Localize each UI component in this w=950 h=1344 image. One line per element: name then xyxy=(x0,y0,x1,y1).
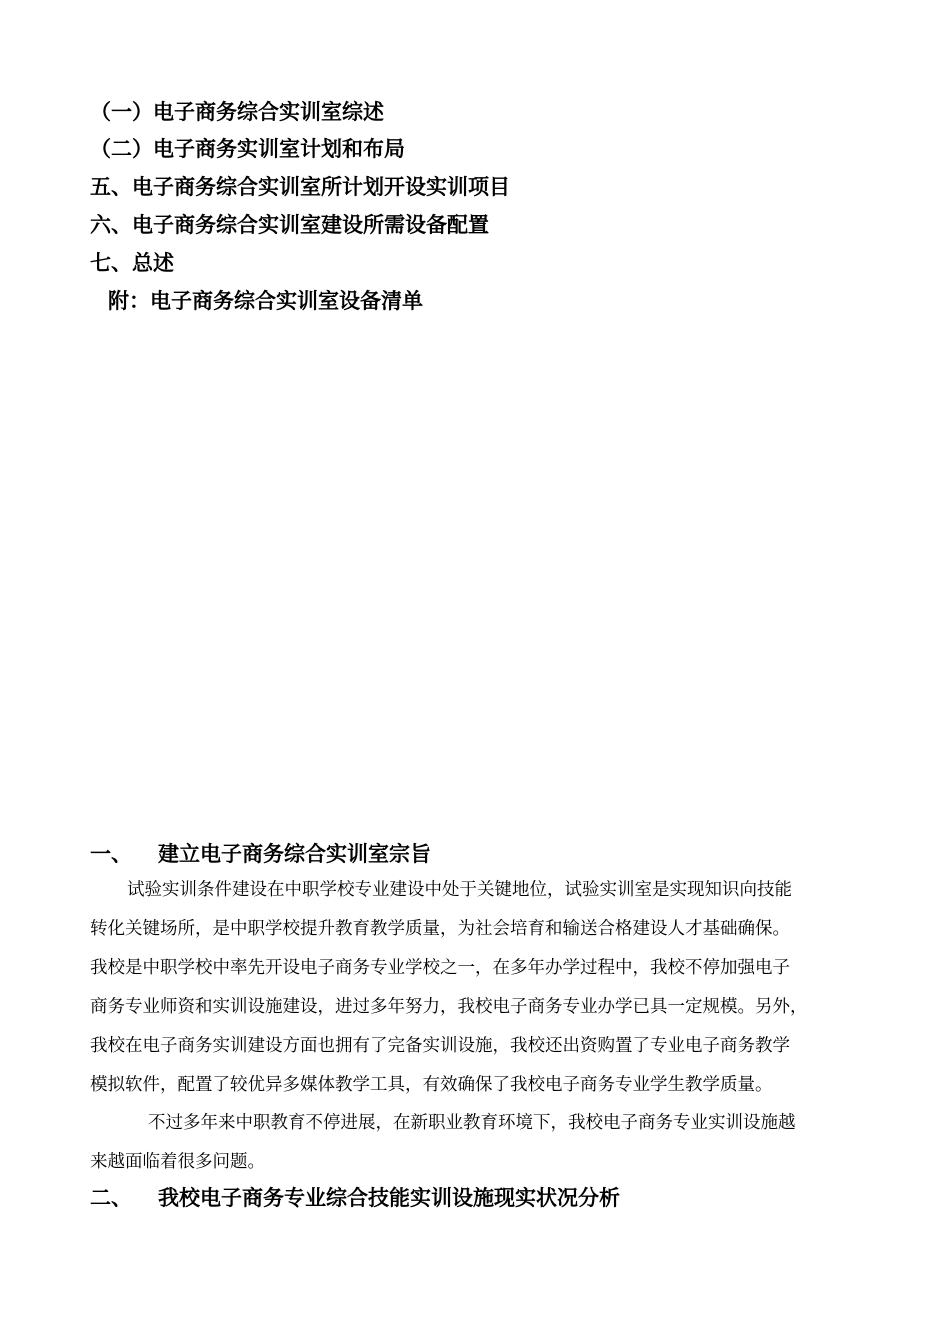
section-heading-2 xyxy=(90,1185,620,1211)
section-number: 二、 xyxy=(90,1186,132,1210)
paragraph-line: 来越面临着很多问题。 xyxy=(90,1152,265,1172)
section-heading-1 xyxy=(90,841,431,867)
paragraph-line: 试验实训条件建设在中职学校专业建设中处于关键地位，试验实训室是实现知识向技能 xyxy=(127,880,792,900)
toc-item-3: 五、电子商务综合实训室所计划开设实训项目 xyxy=(90,175,510,199)
toc-item-2: （二）电子商务实训室计划和布局 xyxy=(90,137,405,161)
section-title: 我校电子商务专业综合技能实训设施现实状况分析 xyxy=(158,1186,620,1210)
toc-item-appendix: 附：电子商务综合实训室设备清单 xyxy=(108,289,423,313)
paragraph-line: 模拟软件，配置了较优异多媒体教学工具，有效确保了我校电子商务专业学生教学质量。 xyxy=(90,1075,773,1095)
paragraph-line: 商务专业师资和实训设施建设，进过多年努力，我校电子商务专业办学已具一定规模。另外， xyxy=(90,997,808,1017)
section-number: 一、 xyxy=(90,842,132,866)
paragraph-line: 我校是中职学校中率先开设电子商务专业学校之一，在多年办学过程中，我校不停加强电子 xyxy=(90,958,790,978)
toc-item-5: 七、总述 xyxy=(90,251,174,275)
toc-item-4: 六、电子商务综合实训室建设所需设备配置 xyxy=(90,213,489,237)
paragraph-line: 不过多年来中职教育不停进展，在新职业教育环境下，我校电子商务专业实训设施越 xyxy=(148,1113,796,1133)
paragraph-line: 我校在电子商务实训建设方面也拥有了完备实训设施，我校还出资购置了专业电子商务教学 xyxy=(90,1036,790,1056)
section-title: 建立电子商务综合实训室宗旨 xyxy=(158,842,431,866)
toc-item-1: （一）电子商务综合实训室综述 xyxy=(90,100,384,124)
paragraph-line: 转化关键场所，是中职学校提升教育教学质量，为社会培育和输送合格建设人才基础确保。 xyxy=(90,919,790,939)
